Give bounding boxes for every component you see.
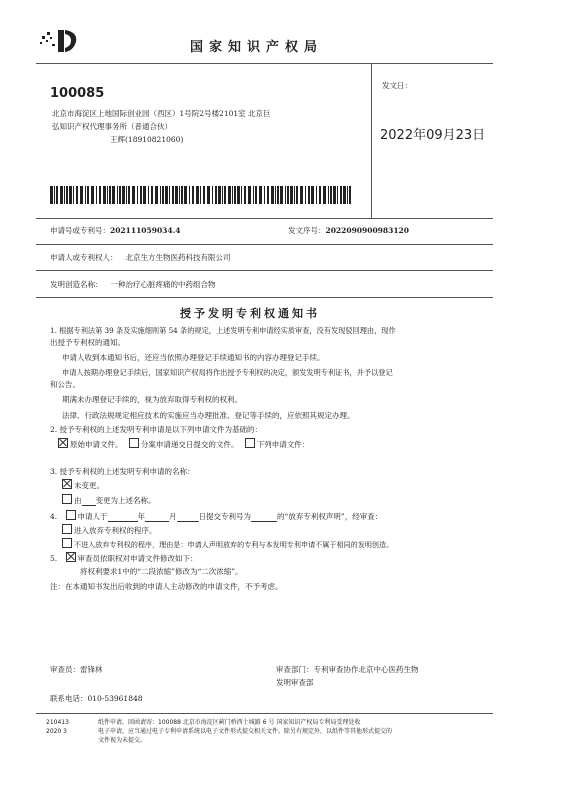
- waiver-accept-row: [62, 524, 157, 536]
- title-changed-to: 变更为上述名称。: [95, 496, 156, 505]
- address-line-2: 弘知识产权代理事务所（普通合伙）: [52, 122, 172, 131]
- cnipa-logo: [38, 26, 80, 56]
- barcode-bar: [215, 186, 217, 204]
- contact-person: 王辉(18910821060): [110, 135, 184, 144]
- application-number-value: 202111059034.4: [110, 226, 181, 235]
- para-1-line-2: 出授予专利权的通知。: [50, 338, 125, 347]
- paper-filing-note: 纸件申请，回函请寄：100088 北京市海淀区蓟门桥西土城路 6 号 国家知识产权局专利局受理处收: [98, 719, 361, 726]
- applicant-label: 申请人或专利权人：: [50, 253, 118, 262]
- barcode-bar: [184, 186, 187, 204]
- barcode-bar: [87, 186, 89, 204]
- barcode-bar: [64, 186, 65, 204]
- waiver-checkbox: [66, 510, 76, 520]
- barcode-bar: [255, 186, 257, 204]
- barcode-bar: [328, 186, 329, 204]
- barcode-bar: [169, 186, 170, 204]
- serial-number-row: [288, 225, 409, 236]
- barcode-bar: [181, 186, 183, 204]
- barcode-bar: [143, 186, 146, 204]
- barcode-bar: [99, 186, 101, 204]
- waiver-reject-label: 不进入放弃专利权的程序，理由是：申请人声明放弃的专利与本发明专利申请不属于相同的发明创造。: [74, 540, 394, 549]
- department-line-1: 审查部门：专利审查协作北京中心医药生物: [276, 665, 419, 674]
- barcode-bar: [85, 186, 86, 204]
- barcode-bar: [323, 186, 326, 204]
- application-number-row: [50, 225, 180, 236]
- barcode-bar: [80, 186, 83, 204]
- barcode-bar: [294, 186, 295, 204]
- para-1-line-1: 1. 根据专利法第 39 条及实施细则第 54 条的规定，上述发明专利申请经实质审查，没有发现驳回理由，现作: [50, 326, 396, 335]
- barcode-bar: [296, 186, 298, 204]
- waiver-text-c: 月: [169, 512, 177, 521]
- para-5: 法律、行政法规规定相应技术的实施应当办理批准、登记等手续的，应依照其规定办理。: [62, 411, 355, 420]
- examiner-name: 审查员：雷锋林: [50, 665, 103, 674]
- barcode-bar: [237, 186, 240, 204]
- barcode-bar: [212, 186, 213, 204]
- electronic-filing-note-1: 电子申请，应当通过电子专利申请系统以电子文件形式提交相关文件。除另有规定外，以纸件等其他形式提交的: [98, 728, 393, 735]
- barcode-bar: [222, 186, 223, 204]
- barcode-bar: [277, 186, 279, 204]
- form-code-2: 2020 3: [46, 728, 67, 735]
- title-changed-checkbox: [62, 494, 72, 504]
- barcode-bar: [165, 186, 168, 204]
- barcode-bar: [267, 186, 269, 204]
- barcode-bar: [76, 186, 78, 204]
- barcode-bar: [224, 186, 226, 204]
- barcode-bar: [56, 186, 58, 204]
- barcode-bar: [275, 186, 276, 204]
- barcode-bar: [228, 186, 231, 204]
- barcode-bar: [155, 186, 158, 204]
- section-3-heading: 3. 授予专利权的上述发明专利申请的名称：: [50, 467, 195, 476]
- section-2-options: [58, 438, 309, 450]
- title-unchanged-label: 未变更。: [74, 481, 104, 490]
- divisional-docs-checkbox: [129, 438, 139, 448]
- barcode-bar: [96, 186, 97, 204]
- para-2: 申请人收到本通知书后，还应当依照办理登记手续通知书的内容办理登记手续。: [62, 353, 325, 362]
- barcode-bar: [128, 186, 130, 204]
- barcode-bar: [151, 186, 153, 204]
- barcode-bar: [347, 186, 348, 204]
- barcode-bar: [73, 186, 74, 204]
- barcode-bar: [340, 186, 342, 204]
- barcode-bar: [160, 186, 161, 204]
- barcode-bar: [203, 186, 205, 204]
- barcode-bar: [179, 186, 180, 204]
- barcode-bar: [349, 186, 351, 204]
- barcode-bar: [107, 186, 108, 204]
- waiver-reject-row: [62, 538, 393, 550]
- barcode-bar: [137, 186, 138, 204]
- dispatch-date: 2022年09月23日: [380, 128, 486, 143]
- barcode-bar: [244, 186, 246, 204]
- barcode-bar: [253, 186, 254, 204]
- barcode-bar: [126, 186, 127, 204]
- barcode-bar: [66, 186, 68, 204]
- barcode-bar: [189, 186, 190, 204]
- section-5-prefix: 5.: [50, 554, 58, 563]
- electronic-filing-note-2: 文件视为未提交。: [98, 737, 147, 744]
- title-changed-from: 由: [74, 496, 82, 505]
- dispatch-label: 发文日：: [382, 81, 412, 90]
- waiver-text-a: 申请人于: [77, 512, 108, 521]
- divisional-docs-label: 分案申请递交日提交的文件。: [140, 440, 239, 449]
- waiver-accept-label: 进入放弃专利权的程序。: [74, 526, 157, 535]
- barcode-bar: [112, 186, 115, 204]
- invention-row: [50, 279, 216, 290]
- title-unchanged-checkbox: [62, 479, 72, 489]
- barcode: [50, 186, 352, 204]
- section-4-prefix: 4.: [50, 512, 58, 521]
- barcode-bar: [232, 186, 233, 204]
- barcode-bar: [234, 186, 236, 204]
- barcode-bar: [192, 186, 194, 204]
- original-docs-label: 原始申请文件。: [70, 440, 123, 449]
- barcode-bar: [330, 186, 332, 204]
- notice-title: 授予发明专利权通知书: [180, 307, 320, 320]
- title-unchanged-row: [62, 479, 104, 491]
- barcode-bar: [308, 186, 310, 204]
- barcode-bar: [50, 186, 53, 204]
- barcode-bar: [109, 186, 111, 204]
- waiver-accept-checkbox: [62, 524, 72, 534]
- barcode-bar: [122, 186, 125, 204]
- applicant-row: [50, 252, 231, 263]
- barcode-bar: [200, 186, 201, 204]
- title-changed-row: [62, 494, 156, 506]
- barcode-bar: [162, 186, 164, 204]
- barcode-bar: [218, 186, 221, 204]
- barcode-bar: [60, 186, 63, 204]
- notice-note: 注：在本通知书发出后收到的申请人主动修改的申请文件，不予考虑。: [50, 582, 283, 591]
- barcode-bar: [140, 186, 142, 204]
- waiver-text-d: 日提交专利号为: [198, 512, 252, 521]
- following-docs-checkbox: [245, 438, 255, 448]
- barcode-bar: [337, 186, 338, 204]
- waiver-text-e: 的“放弃专利权声明”，经审查：: [277, 512, 383, 521]
- postcode: 100085: [50, 86, 105, 101]
- applicant-value: 北京生方生物医药科技有限公司: [125, 253, 231, 262]
- contact-phone: 联系电话：010-53961848: [50, 694, 143, 703]
- section-4-row: [50, 510, 382, 522]
- barcode-bar: [196, 186, 199, 204]
- barcode-bar: [280, 186, 283, 204]
- barcode-bar: [172, 186, 174, 204]
- barcode-bar: [54, 186, 55, 204]
- barcode-bar: [148, 186, 149, 204]
- following-docs-label: 下列申请文件：: [256, 440, 310, 449]
- barcode-bar: [69, 186, 72, 204]
- waiver-text-b: 年: [137, 512, 146, 521]
- section-2-heading: 2. 授予专利权的上述发明专利申请是以下列申请文件为基础的：: [50, 425, 263, 434]
- barcode-bar: [287, 186, 289, 204]
- barcode-bar: [311, 186, 314, 204]
- barcode-bar: [343, 186, 346, 204]
- para-4: 期满未办理登记手续的，视为放弃取得专利权的权利。: [62, 395, 242, 404]
- amendment-detail: 将权利要求1中的“二段浓缩”修改为“二次浓缩”。: [80, 567, 243, 576]
- barcode-bar: [175, 186, 178, 204]
- barcode-bar: [132, 186, 135, 204]
- barcode-bar: [248, 186, 251, 204]
- invention-value: 一种治疗心脏疼痛的中药组合物: [110, 280, 216, 289]
- waiver-reject-checkbox: [62, 538, 72, 548]
- barcode-bar: [300, 186, 303, 204]
- barcode-bar: [305, 186, 306, 204]
- barcode-bar: [316, 186, 317, 204]
- barcode-bar: [103, 186, 106, 204]
- barcode-bar: [241, 186, 242, 204]
- para-3-line-2: 和公告。: [50, 380, 80, 389]
- barcode-bar: [259, 186, 262, 204]
- office-name: 国家知识产权局: [190, 40, 324, 55]
- barcode-bar: [271, 186, 274, 204]
- barcode-bar: [264, 186, 265, 204]
- application-number-label: 申请号或专利号：: [50, 226, 110, 235]
- barcode-bar: [290, 186, 293, 204]
- para-3-line-1: 申请人按期办理登记手续后，国家知识产权局将作出授予专利权的决定，颁发发明专利证书，并予以登记: [62, 368, 393, 377]
- form-code-1: 210413: [46, 719, 69, 726]
- barcode-bar: [117, 186, 118, 204]
- original-docs-checkbox: [58, 438, 68, 448]
- serial-number-label: 发文序号：: [288, 226, 326, 235]
- invention-label: 发明创造名称：: [50, 280, 103, 289]
- address-line-1: 北京市海淀区上地国际创业园（西区）1号院2号楼2101室 北京巨: [52, 109, 271, 118]
- barcode-bar: [207, 186, 210, 204]
- barcode-bar: [333, 186, 336, 204]
- barcode-bar: [91, 186, 94, 204]
- department-line-2: 发明审查部: [276, 678, 314, 687]
- serial-number-value: 2022090900983120: [325, 226, 409, 235]
- examiner-amendment-checkbox: [66, 552, 76, 562]
- examiner-amendment-label: 审查员依职权对申请文件修改如下：: [77, 554, 198, 563]
- barcode-bar: [119, 186, 121, 204]
- barcode-bar: [319, 186, 321, 204]
- section-5-row: [50, 552, 198, 564]
- barcode-bar: [285, 186, 286, 204]
